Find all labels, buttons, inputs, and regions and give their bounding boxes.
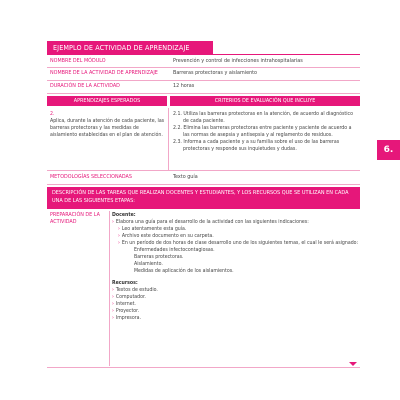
docente-item: › En un período de dos horas de clase desarrollo uno de los siguientes temas, el cual le será asignado:: [118, 240, 359, 246]
docente-item: › Leo atentamente esta guía.: [118, 226, 187, 232]
docente-item: › Elabora una guía para el desarrollo de la actividad con las siguientes indicaciones:: [112, 219, 309, 225]
recurso-item: › Internet.: [112, 301, 136, 307]
criterios-cell: [173, 111, 359, 153]
duracion-row: [47, 81, 360, 93]
bullet-arrow-icon: ›: [112, 287, 114, 293]
divider: [47, 170, 360, 171]
recurso-item: › Impresora.: [112, 315, 141, 321]
modulo-label: NOMBRE DEL MÓDULO: [50, 58, 106, 64]
metodologias-label: METODOLOGÍAS SELECCIONADAS: [50, 174, 132, 180]
recurso-item: › Computador.: [112, 294, 146, 300]
title-rule: [47, 54, 360, 55]
actividad-label: NOMBRE DE LA ACTIVIDAD DE APRENDIZAJE: [50, 70, 158, 76]
bullet-arrow-icon: ›: [112, 294, 114, 300]
column-divider: [109, 211, 110, 366]
bullet-arrow-icon: ›: [112, 308, 114, 314]
chapter-tab: 6.: [377, 140, 400, 160]
metodologias-row: [47, 172, 360, 184]
criterio-item: 2.3. Informa a cada paciente y a su familia sobre el uso de las barreras protectoras y responde sus inquietudes y dudas.: [173, 139, 340, 152]
bullet-arrow-icon: ›: [112, 301, 114, 307]
bullet-arrow-icon: ›: [118, 226, 120, 232]
tema-item: Medidas de aplicación de los aislamientos.: [134, 268, 234, 274]
aprendizaje-number: 2.: [50, 111, 55, 117]
recurso-item: › Textos de estudio.: [112, 287, 158, 293]
modulo-row: [47, 56, 360, 67]
metodologias-value: Texto guía: [173, 174, 198, 180]
descripcion-banner: DESCRIPCIÓN DE LAS TAREAS QUE REALIZAN DOCENTES Y ESTUDIANTES, Y LOS RECURSOS QUE SE UTILIZAN EN CADA UNA DE LAS SIGUIENTES ETAPAS:: [47, 187, 360, 209]
tema-item: Barreras protectoras.: [134, 254, 184, 260]
duracion-value: 12 horas: [173, 83, 195, 89]
recurso-item: › Proyector.: [112, 308, 140, 314]
criterios-header: CRITERIOS DE EVALUACIÓN QUE INCLUYE: [170, 96, 360, 106]
criterio-item: 2.2. Elimina las barreras protectoras entre paciente y paciente de acuerdo a las normas de asepsia y antisepsia y al reglamento de residuos.: [173, 125, 352, 138]
divider: [47, 184, 360, 185]
duracion-label: DURACIÓN DE LA ACTIVIDAD: [50, 83, 120, 89]
bullet-arrow-icon: ›: [118, 240, 120, 246]
bullet-arrow-icon: ›: [112, 315, 114, 321]
aprendizaje-cell: [50, 111, 165, 139]
bullet-arrow-icon: ›: [112, 219, 114, 225]
actividad-row: [47, 68, 360, 80]
criterio-item: 2.1. Utiliza las barreras protectoras en la atención, de acuerdo al diagnóstico de cada paciente.: [173, 111, 353, 124]
docente-item: › Archivo este documento en su carpeta.: [118, 233, 214, 239]
modulo-value: Prevención y control de infecciones intrahospitalarias: [173, 58, 303, 64]
divider: [47, 93, 360, 94]
preparacion-content: [112, 212, 360, 322]
docente-heading: Docente:: [112, 212, 136, 218]
tema-item: Enfermedades infectocontagiosas.: [134, 247, 215, 253]
continue-triangle-icon: [349, 362, 357, 366]
tema-item: Aislamiento.: [134, 261, 163, 267]
column-divider: [168, 108, 169, 170]
preparacion-label: PREPARACIÓN DE LA ACTIVIDAD: [50, 212, 100, 225]
recursos-heading: Recursos:: [112, 280, 138, 286]
page-title: EJEMPLO DE ACTIVIDAD DE APRENDIZAJE: [47, 41, 213, 54]
bottom-rule: [47, 367, 360, 368]
aprendizaje-text: Aplica, durante la atención de cada paciente, las barreras protectoras y las medidas de aislamiento establecidas en el plan de atención.: [50, 118, 165, 138]
aprendizajes-header: APRENDIZAJES ESPERADOS: [47, 96, 167, 106]
bullet-arrow-icon: ›: [118, 233, 120, 239]
actividad-value: Barreras protectoras y aislamiento: [173, 70, 258, 76]
